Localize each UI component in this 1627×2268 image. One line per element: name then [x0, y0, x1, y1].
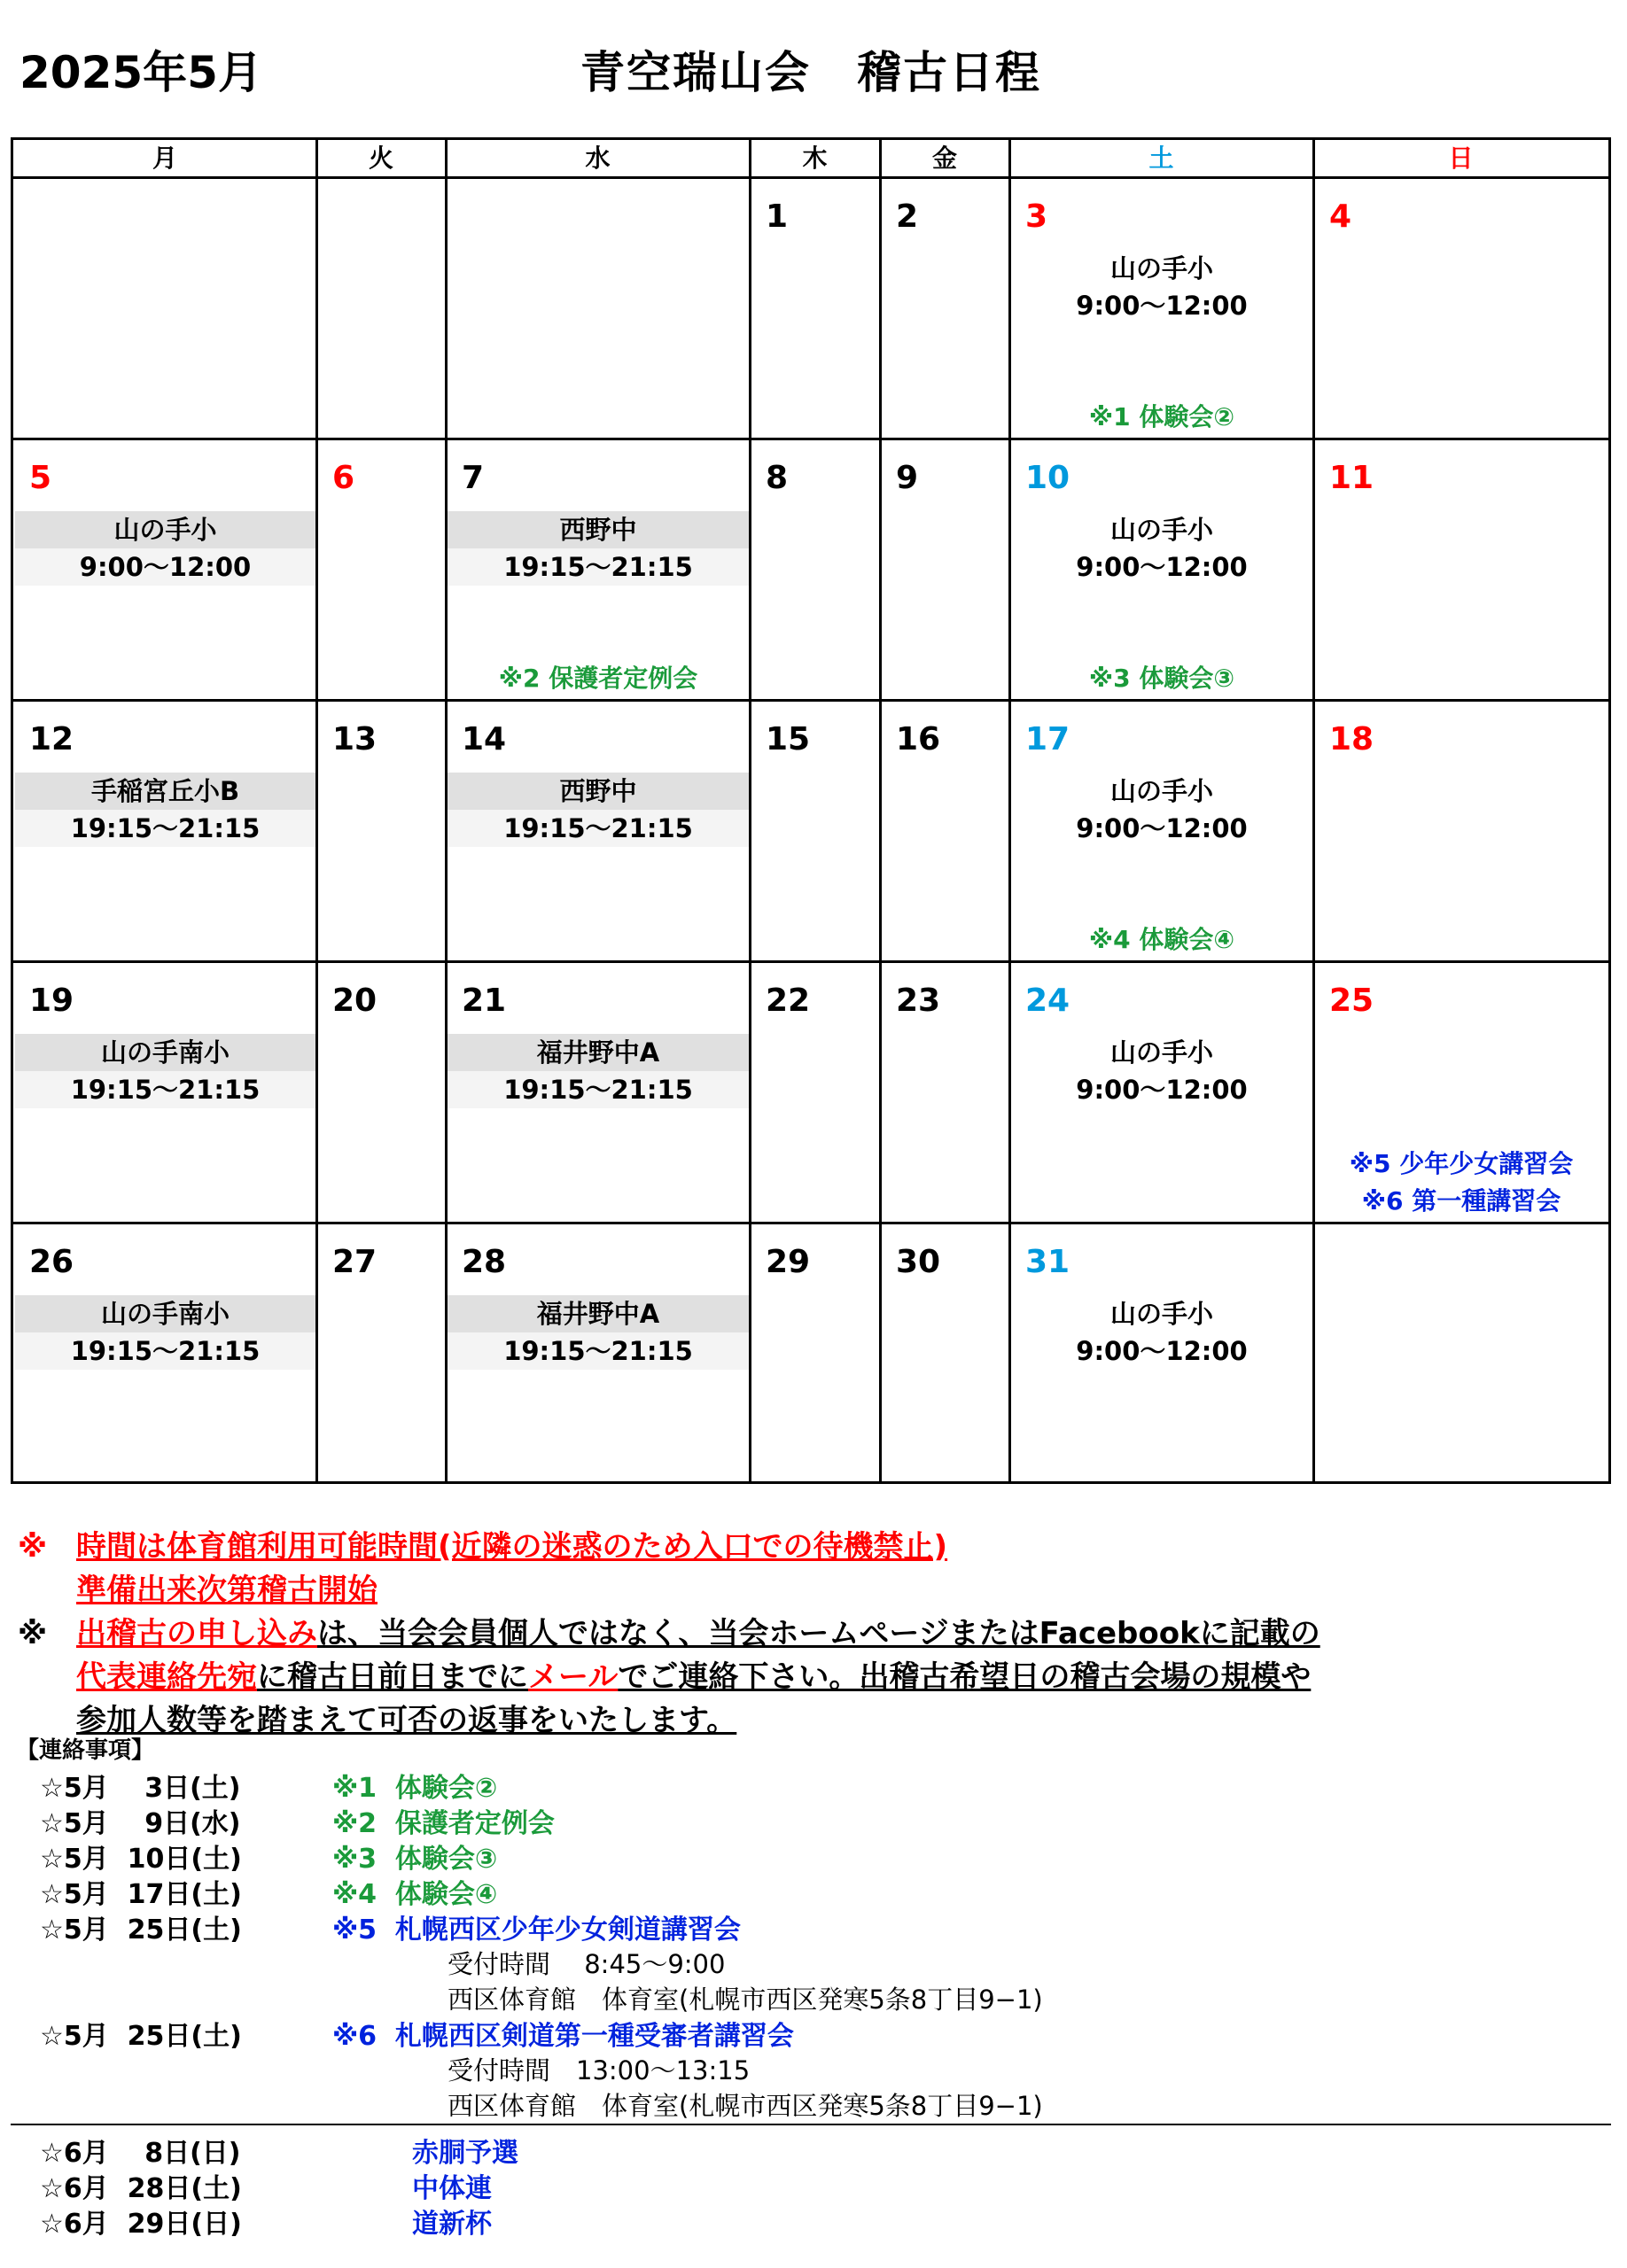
calendar-day-cell — [882, 702, 1008, 960]
event-note-line: ※4 体験会④ — [1088, 925, 1235, 954]
practice-event — [15, 1295, 315, 1370]
calendar-day-cell — [882, 963, 1008, 1222]
notice-2-part-1: 出稽古の申し込み — [76, 1616, 317, 1651]
day-number: 8 — [766, 460, 789, 496]
renraku-date: ☆5月 17日(土) — [40, 1879, 242, 1910]
calendar-grid — [11, 137, 1611, 1484]
renraku-row — [40, 2131, 518, 2170]
day-number: 17 — [1025, 721, 1070, 757]
calendar-day-cell — [318, 179, 445, 438]
renraku-date: ☆6月 29日(日) — [40, 2209, 242, 2240]
event-location: 山の手南小 — [15, 1034, 315, 1071]
event-note — [1011, 921, 1312, 959]
renraku-item: ※6 札幌西区剣道第一種受審者講習会 — [332, 2021, 794, 2052]
event-time: 9:00～12:00 — [1076, 813, 1248, 843]
notice-2-part-6: でご連絡下さい。出稽古希望日の稽古会場の規模や — [618, 1659, 1312, 1695]
renraku-date: ☆5月 3日(土) — [40, 1773, 241, 1804]
renraku-date: ☆6月 8日(日) — [40, 2138, 241, 2169]
day-number: 29 — [766, 1244, 811, 1280]
weekday-header: 金 — [931, 144, 957, 173]
notice-2-part-5: メール — [528, 1659, 619, 1695]
event-note-line: ※3 体験会③ — [1088, 664, 1235, 693]
event-location: 手稲宮丘小B — [15, 773, 315, 810]
day-number: 28 — [462, 1244, 507, 1280]
separator-line — [11, 2124, 1611, 2125]
renraku-date: ☆6月 28日(土) — [40, 2173, 242, 2204]
renraku-item: ※5 札幌西区少年少女剣道講習会 — [332, 1915, 741, 1946]
calendar-day-cell — [318, 440, 445, 699]
day-number: 10 — [1025, 460, 1070, 496]
event-location: 福井野中A — [448, 1295, 749, 1332]
practice-event — [1011, 1295, 1312, 1370]
renraku-date: ☆5月 25日(土) — [40, 1915, 242, 1946]
practice-event — [15, 1034, 315, 1108]
event-location: 福井野中A — [448, 1034, 749, 1071]
renraku-item: ※3 体験会③ — [332, 1844, 498, 1875]
renraku-sub-5-place: 西区体育館 体育室(札幌市西区発寒5条8丁目9−1) — [448, 1984, 1043, 2015]
event-location: 山の手南小 — [15, 1295, 315, 1332]
renraku-sub-6-place: 西区体育館 体育室(札幌市西区発寒5条8丁目9−1) — [448, 2091, 1043, 2121]
day-number: 23 — [896, 983, 941, 1019]
calendar-day-cell — [448, 440, 749, 699]
calendar-day-cell — [1011, 440, 1312, 699]
practice-event — [15, 773, 315, 847]
day-number: 15 — [766, 721, 811, 757]
calendar-day-cell — [1315, 702, 1608, 960]
notice-mark: ※ — [18, 1529, 48, 1565]
day-number: 11 — [1329, 460, 1374, 496]
event-location: 山の手小 — [1109, 515, 1213, 545]
calendar-day-cell — [15, 440, 315, 699]
weekday-header: 火 — [368, 144, 393, 173]
renraku-item: 赤胴予選 — [412, 2138, 518, 2169]
renraku-row — [40, 2166, 492, 2205]
event-time: 9:00～12:00 — [1076, 291, 1248, 321]
event-note — [448, 660, 749, 697]
calendar-day-cell — [882, 440, 1008, 699]
practice-event — [1011, 773, 1312, 847]
weekday-header: 水 — [585, 144, 611, 173]
notice-2-part-4: に稽古日前日までに — [257, 1659, 528, 1695]
day-number: 25 — [1329, 983, 1374, 1019]
calendar-day-cell — [882, 1224, 1008, 1483]
renraku-item: 道新杯 — [412, 2209, 492, 2240]
notice-2-line-3: 参加人数等を踏まえて可否の返事をいたします。 — [76, 1703, 737, 1738]
event-location: 山の手小 — [1109, 253, 1213, 284]
renraku-row — [40, 1837, 497, 1876]
event-location: 山の手小 — [15, 511, 315, 548]
calendar-day-cell — [15, 1224, 315, 1483]
event-time: 9:00～12:00 — [1076, 552, 1248, 582]
notice-2-part-2: は、当会会員個人ではなく、当会ホームページまたはFacebookに記載の — [317, 1616, 1320, 1651]
day-number: 24 — [1025, 983, 1070, 1019]
notice-2-part-3: 代表連絡先宛 — [76, 1659, 257, 1695]
renraku-date: ☆5月 10日(土) — [40, 1844, 242, 1875]
calendar-day-cell — [751, 440, 879, 699]
renraku-date: ☆5月 9日(水) — [40, 1808, 241, 1839]
page-title: 青空瑞山会 稽古日程 — [580, 47, 1041, 98]
calendar-day-cell — [1011, 1224, 1312, 1483]
practice-event — [448, 511, 749, 586]
event-location: 西野中 — [448, 511, 749, 548]
event-location: 山の手小 — [1109, 1037, 1213, 1068]
event-note-line: ※1 体験会② — [1088, 402, 1235, 431]
calendar-day-cell — [15, 702, 315, 960]
notice-1-line-1: 時間は体育館利用可能時間(近隣の迷惑のため入口での待機禁止) — [76, 1529, 948, 1565]
day-number: 2 — [896, 198, 919, 235]
event-time: 19:15～21:15 — [448, 1332, 749, 1370]
calendar-day-cell — [1011, 179, 1312, 438]
calendar-day-cell — [751, 179, 879, 438]
practice-event — [448, 1295, 749, 1370]
day-number: 3 — [1025, 198, 1048, 235]
event-location: 山の手小 — [1109, 1299, 1213, 1329]
notice-mark: ※ — [18, 1616, 48, 1651]
renraku-item: ※4 体験会④ — [332, 1879, 498, 1910]
event-time: 9:00～12:00 — [1076, 1075, 1248, 1105]
weekday-header: 木 — [802, 144, 828, 173]
event-time: 19:15～21:15 — [15, 810, 315, 847]
renraku-row — [40, 1766, 497, 1805]
renraku-title: 【連絡事項】 — [16, 1737, 155, 1764]
event-location: 西野中 — [448, 773, 749, 810]
renraku-date: ☆5月 25日(土) — [40, 2021, 242, 2052]
calendar-day-cell — [751, 702, 879, 960]
day-number: 26 — [29, 1244, 74, 1280]
notice-1-line-2: 準備出来次第稽古開始 — [76, 1573, 378, 1608]
event-time: 19:15～21:15 — [15, 1071, 315, 1108]
calendar-day-cell — [448, 1224, 749, 1483]
event-time: 19:15～21:15 — [448, 548, 749, 586]
month-title: 2025年5月 — [19, 47, 262, 98]
event-time: 19:15～21:15 — [15, 1332, 315, 1370]
day-number: 9 — [896, 460, 919, 496]
practice-event — [448, 773, 749, 847]
renraku-row — [40, 1907, 741, 1946]
weekday-header: 月 — [152, 144, 177, 173]
day-number: 31 — [1025, 1244, 1070, 1280]
day-number: 20 — [332, 983, 378, 1019]
day-number: 1 — [766, 198, 789, 235]
day-number: 27 — [332, 1244, 378, 1280]
practice-event — [448, 1034, 749, 1108]
calendar-day-cell — [318, 702, 445, 960]
calendar-day-cell — [448, 179, 749, 438]
event-time: 9:00～12:00 — [15, 548, 315, 586]
event-location: 山の手小 — [1109, 776, 1213, 806]
practice-event — [1011, 250, 1312, 324]
day-number: 22 — [766, 983, 811, 1019]
day-number: 4 — [1329, 198, 1352, 235]
renraku-row — [40, 1801, 555, 1840]
calendar-day-cell — [1011, 702, 1312, 960]
event-note — [1011, 660, 1312, 697]
event-time: 19:15～21:15 — [448, 1071, 749, 1108]
calendar-day-cell — [318, 1224, 445, 1483]
calendar-day-cell — [751, 1224, 879, 1483]
day-number: 19 — [29, 983, 74, 1019]
renraku-sub-6-time: 受付時間 13:00～13:15 — [448, 2055, 751, 2085]
practice-event — [15, 511, 315, 586]
day-number: 6 — [332, 460, 355, 496]
calendar-day-cell — [318, 963, 445, 1222]
calendar-day-cell — [15, 963, 315, 1222]
renraku-item: 中体連 — [412, 2173, 492, 2204]
renraku-sub-5-time: 受付時間 8:45～9:00 — [448, 1949, 726, 1979]
weekday-header: 土 — [1148, 144, 1174, 173]
calendar-day-cell — [882, 179, 1008, 438]
day-number: 18 — [1329, 721, 1374, 757]
day-number: 21 — [462, 983, 507, 1019]
event-note — [1315, 1146, 1608, 1220]
day-number: 5 — [29, 460, 52, 496]
calendar-day-cell — [1315, 1224, 1608, 1483]
event-note-line: ※5 少年少女講習会 — [1349, 1149, 1574, 1178]
weekday-header: 日 — [1448, 144, 1474, 173]
event-note-line: ※6 第一種講習会 — [1361, 1186, 1561, 1216]
calendar-day-cell — [1315, 440, 1608, 699]
event-note-line: ※2 保護者定例会 — [498, 664, 698, 693]
calendar-day-cell — [751, 963, 879, 1222]
day-number: 7 — [462, 460, 485, 496]
calendar-day-cell — [448, 702, 749, 960]
renraku-item: ※1 体験会② — [332, 1773, 498, 1804]
event-time: 19:15～21:15 — [448, 810, 749, 847]
calendar-day-cell — [1315, 963, 1608, 1222]
day-number: 13 — [332, 721, 378, 757]
renraku-row — [40, 2014, 794, 2053]
day-number: 14 — [462, 721, 507, 757]
renraku-item: ※2 保護者定例会 — [332, 1808, 555, 1839]
calendar-day-cell — [1315, 179, 1608, 438]
calendar-day-cell — [448, 963, 749, 1222]
day-number: 30 — [896, 1244, 941, 1280]
day-number: 12 — [29, 721, 74, 757]
day-number: 16 — [896, 721, 941, 757]
event-time: 9:00～12:00 — [1076, 1336, 1248, 1366]
calendar-day-cell — [1011, 963, 1312, 1222]
renraku-row — [40, 2202, 492, 2241]
practice-event — [1011, 511, 1312, 586]
calendar-day-cell — [15, 179, 315, 438]
practice-event — [1011, 1034, 1312, 1108]
event-note — [1011, 399, 1312, 436]
renraku-row — [40, 1872, 497, 1911]
